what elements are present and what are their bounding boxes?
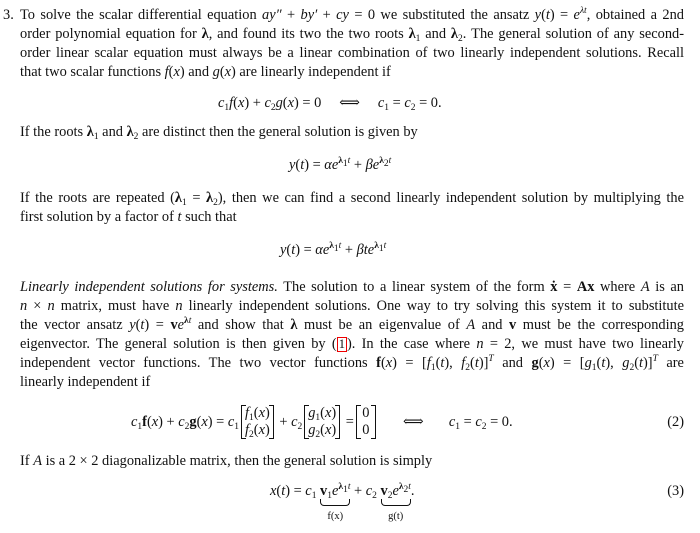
equation-reference-link[interactable]: 1 — [338, 337, 345, 351]
paragraph-intro-line-4: that two scalar functions f(x) and g(x) are linearly independent if — [20, 64, 391, 80]
section-heading-systems: Linearly independent solutions for systems. — [20, 279, 278, 295]
equation-repeated-roots: $y(t) = \alpha e^{\lambda_1t} + \beta te^{\lambda_1t}$ — [280, 241, 387, 258]
underbrace-f: $v_1e^{\lambda_1t}$ f(x) — [320, 482, 351, 522]
paragraph-repeated-line-2: first solution by a factor of t such that — [20, 209, 237, 225]
equation-number-2: (2) — [667, 414, 684, 430]
equation-vector-independence: $c_1f(x) + c_2g(x) = c_1$ $f_1(x)$ $f_2(x)$ + $c_2$ $g_1(x)$ $g_2(x)$ = 0 0 ⟺ $c_1 = c_2 = 0$. — [131, 405, 513, 440]
paragraph-systems-line-5: independent vector functions. The two vector functions $f(x) = [f_1(t)$, $f_2(t)]^T$ and $g(x) = [g_1(t)$, $g_2(t)]^T$ are — [20, 354, 684, 373]
paragraph-systems-line-3: the vector ansatz $y(t) = ve^{\lambda t}$ and show that λ must be an eigenvalue of A and v must be the corresponding — [20, 316, 684, 333]
equation-number-3: (3) — [667, 483, 684, 499]
equation-general-solution: $x(t) = c_1$ $v_1e^{\lambda_1t}$ f(x) + $c_2$ $v_2e^{\lambda_2t}$ g(t) . — [270, 482, 415, 522]
paragraph-systems-line-1: Linearly independent solutions for systems. The solution to a linear system of the form ẋ = Ax where A is an — [20, 279, 685, 295]
matrix-g: $g_1(x)$ $g_2(x)$ — [304, 405, 340, 439]
paragraph-intro-line-3: order linear scalar equation must always be a linear combination of two linearly independent solutions. Recall — [20, 45, 684, 61]
paragraph-repeated-line-1: If the roots are repeated $(\lambda_1 = \lambda_2)$, then we can find a second linearly independent solution by multiplying the — [20, 190, 684, 208]
paragraph-distinct-roots: If the roots $\lambda_1$ and $\lambda_2$ are distinct then the general solution is given by — [20, 124, 418, 142]
problem-item-number: 3. — [3, 7, 14, 23]
equation-scalar-independence: $c_1f(x) + c_2g(x) = 0$ ⟺ $c_1 = c_2 = 0$. — [218, 95, 442, 113]
paragraph-systems-line-2: n × n matrix, must have n linearly independent solutions. One way to try solving this system it to substitute — [20, 298, 684, 314]
paragraph-intro-line-2: order polynomial equation for λ, and found its two the two roots $\lambda_1$ and $\lambda_2$. The general solution of any second- — [20, 26, 685, 44]
matrix-f: $f_1(x)$ $f_2(x)$ — [241, 405, 274, 439]
equation-distinct-roots: $y(t) = \alpha e^{\lambda_1t} + \beta e^{\lambda_2t}$ — [289, 156, 392, 173]
paragraph-systems-line-4: eigenvector. The general solution is then given by ( 1 ). In the case where n = 2, we must have two linearly — [20, 336, 684, 352]
underbrace-g: $v_2e^{\lambda_2t}$ g(t) — [380, 482, 411, 522]
paragraph-systems-line-6: linearly independent if — [20, 374, 151, 390]
paragraph-intro-line-1: To solve the scalar differential equation ay″ + by′ + cy = 0 we substituted the ansatz $y(t) = e^{\lambda t}$, obtained a 2nd — [20, 6, 684, 23]
matrix-zero: 0 0 — [356, 405, 376, 439]
paragraph-diagonalizable: If A is a 2 × 2 diagonalizable matrix, then the general solution is simply — [20, 453, 433, 469]
